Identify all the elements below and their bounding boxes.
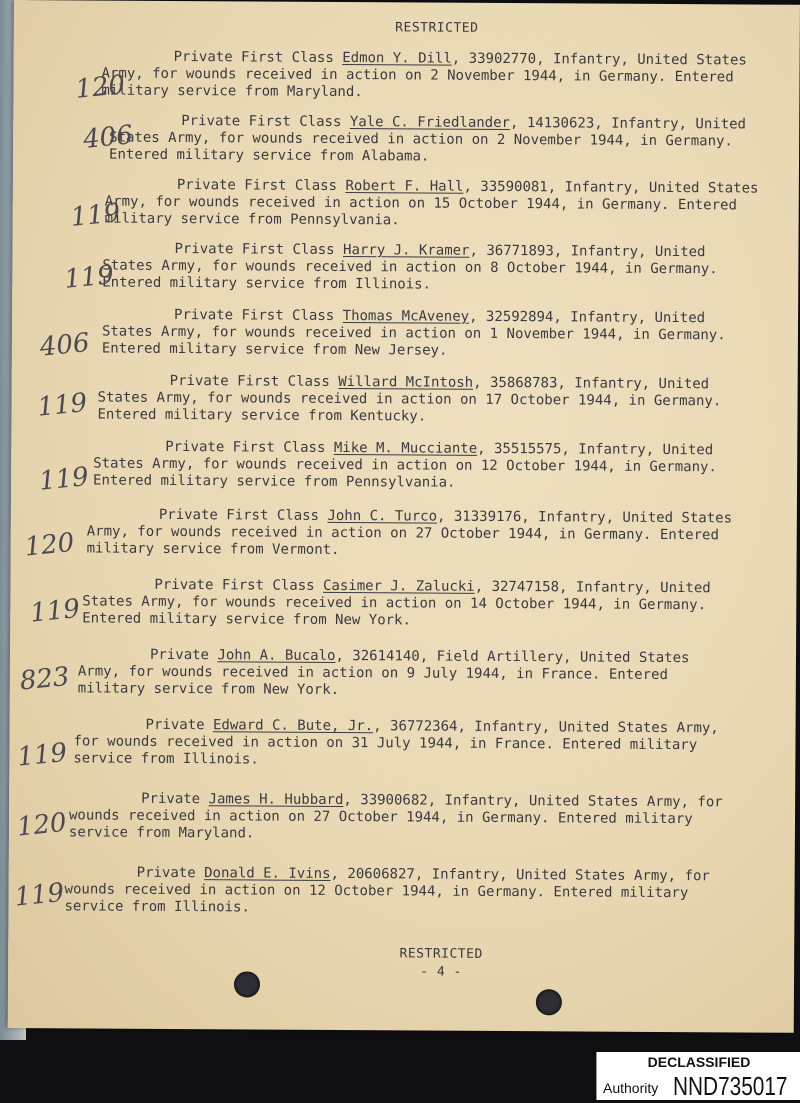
citation-text: , 33902770, Infantry, United States Army, for wounds received in action on 2 November 1944, in Germany. Entered military service from Maryland.	[101, 50, 747, 101]
soldier-name: Willard McIntosh	[338, 373, 474, 391]
soldier-name: Robert F. Hall	[345, 178, 464, 195]
stamp-title: DECLASSIFIED	[647, 1054, 751, 1070]
rank: Private	[136, 864, 196, 882]
citation-text: , 20606827, Infantry, United States Army, for wounds received in action on 12 October 1944, in Germany. Entered military service from Illinois.	[64, 865, 710, 916]
handwritten-code: 119	[28, 593, 82, 629]
citation-text: , 32592894, Infantry, United States Army, for wounds received in action on 1 November 1944, in Germany. Entered military service from New Jersey.	[101, 308, 726, 359]
soldier-name: Thomas McAveney	[342, 308, 470, 325]
rank: Private First Class	[154, 576, 315, 594]
citation-entry	[69, 790, 729, 845]
citation-entry	[78, 646, 738, 701]
rank: Private First Class	[174, 240, 335, 258]
citation-text: , 31339176, Infantry, United States Army, for wounds received in action on 27 October 1944, in Germany. Entered military service from Vermont.	[86, 508, 733, 558]
stamp-authority-label: Authority	[603, 1080, 659, 1096]
soldier-name: Edmon Y. Dill	[342, 50, 452, 67]
rank: Private	[141, 790, 201, 808]
soldier-name: Casimer J. Zalucki	[322, 577, 475, 595]
citation-text: , 33590081, Infantry, United States Army, for wounds received in action on 15 October 1944, in Germany. Entered military service from Pennsylvania.	[104, 178, 759, 229]
citation-entry	[102, 241, 762, 296]
page-number: - 4 -	[420, 964, 462, 980]
citation-entry	[93, 438, 753, 493]
punch-hole	[234, 971, 260, 997]
soldier-name: Edward C. Bute, Jr.	[212, 717, 374, 735]
citation-text: , 32747158, Infantry, United States Army, for wounds received in action on 14 October 1944, in Germany. Entered military service from New York.	[82, 578, 711, 629]
citation-entry	[101, 49, 761, 104]
document-page	[8, 0, 800, 1033]
handwritten-code: 406	[38, 327, 91, 363]
citation-entry	[97, 373, 757, 428]
rank: Private First Class	[173, 48, 334, 66]
soldier-name: John A. Bucalo	[217, 647, 336, 664]
citation-text: , 35868783, Infantry, United States Army, for wounds received in action on 17 October 1944, in Germany. Entered military service from Kentucky.	[97, 374, 722, 425]
citation-text: , 36771893, Infantry, United States Army, for wounds received in action on 8 October 1944, in Germany. Entered military service from Illinois.	[102, 242, 718, 293]
citation-entry	[73, 716, 733, 771]
rank: Private First Class	[158, 506, 320, 524]
soldier-name: Yale C. Friedlander	[349, 114, 511, 132]
soldier-name: Donald E. Ivins	[204, 865, 331, 882]
handwritten-code: 120	[23, 527, 76, 563]
citation-entry	[82, 576, 742, 631]
handwritten-code: 120	[15, 807, 68, 843]
citation-text: , 36772364, Infantry, United States Army, for wounds received in action on 31 July 1944, in France. Entered military service from Illinois.	[73, 718, 719, 768]
rank: Private	[145, 716, 205, 734]
citation-entry	[109, 113, 769, 168]
handwritten-code: 119	[16, 737, 69, 773]
rank: Private	[149, 646, 210, 664]
punch-hole	[536, 989, 562, 1015]
soldier-name: Harry J. Kramer	[343, 242, 470, 259]
handwritten-code: 119	[62, 260, 116, 295]
rank: Private First Class	[176, 176, 338, 194]
handwritten-code: 119	[13, 877, 66, 913]
handwritten-code: 119	[37, 461, 91, 497]
citation-entry	[87, 506, 747, 561]
handwritten-code: 120	[74, 70, 127, 105]
handwritten-code: 823	[18, 661, 71, 697]
rank: Private First Class	[165, 438, 326, 456]
handwritten-code: 406	[81, 120, 135, 155]
citation-text: , 32614140, Field Artillery, United States Army, for wounds received in action on 9 July 1944, in France. Entered military service from New York.	[77, 647, 690, 698]
citation-entry	[105, 177, 765, 232]
stamp-authority-value: NND735017	[673, 1071, 788, 1101]
handwritten-code: 119	[69, 198, 122, 233]
classification-footer: RESTRICTED	[399, 946, 483, 962]
rank: Private First Class	[174, 306, 335, 324]
rank: Private First Class	[181, 113, 342, 131]
soldier-name: James H. Hubbard	[208, 791, 344, 809]
rank: Private First Class	[169, 372, 330, 390]
citation-text: , 33900682, Infantry, United States Army, for wounds received in action on 27 October 1944, in Germany. Entered military service from Maryland.	[68, 792, 723, 842]
classification-header: RESTRICTED	[395, 20, 479, 36]
handwritten-code: 119	[36, 387, 89, 423]
citation-text: , 14130623, Infantry, United States Army, for wounds received in action on 2 November 1944, in Germany. Entered military service from Alabama.	[109, 115, 747, 165]
citation-entry	[64, 864, 724, 919]
citation-text: , 35515575, Infantry, United States Army, for wounds received in action on 12 October 1944, in Germany. Entered military service from Pennsylvania.	[93, 440, 717, 491]
soldier-name: John C. Turco	[327, 507, 438, 525]
citation-entry	[102, 307, 762, 362]
declassified-stamp	[596, 1052, 800, 1100]
soldier-name: Mike M. Mucciante	[333, 439, 478, 457]
